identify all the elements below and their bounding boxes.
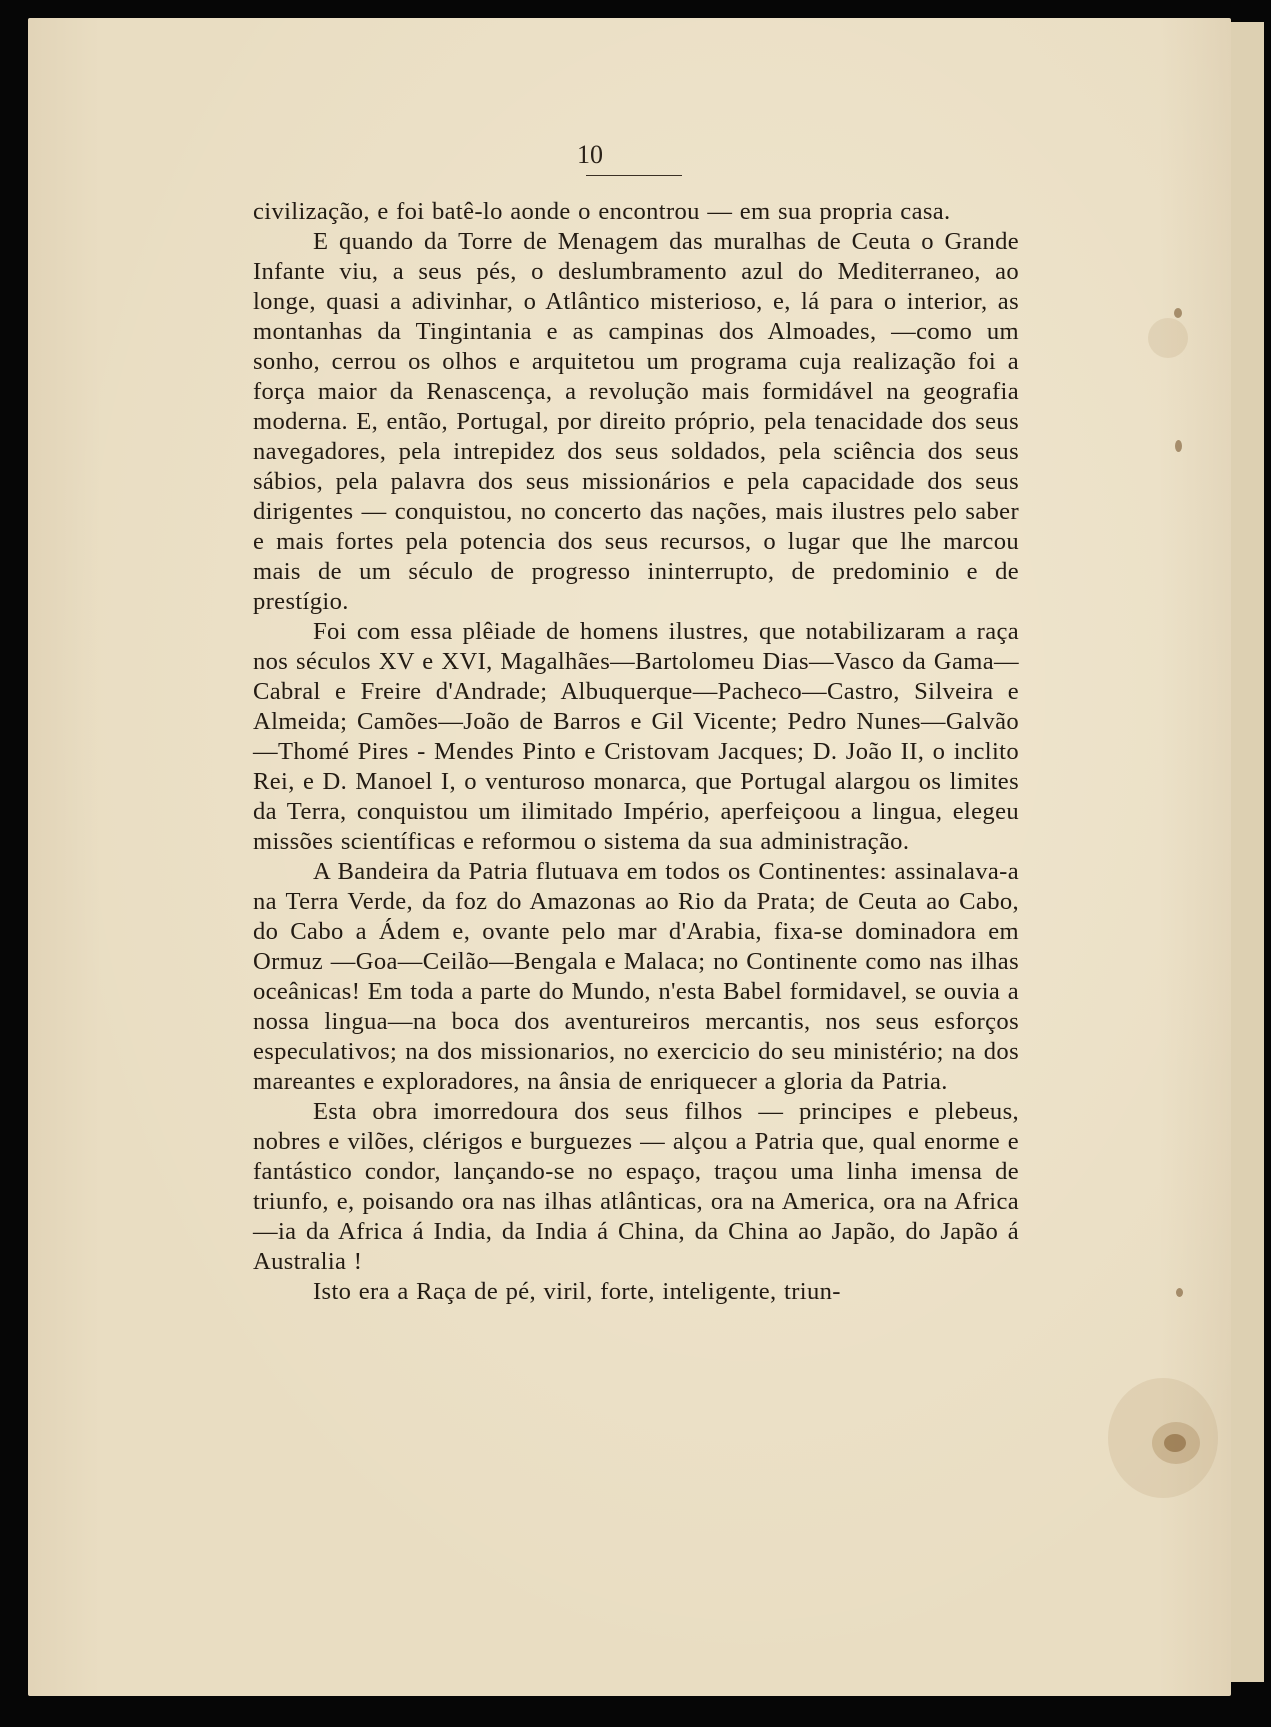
paragraph: E quando da Torre de Menagem das muralhas de Ceuta o Grande Infante viu, a seus pés, o deslumbramento azul do Mediterraneo, ao longe, quasi a adivinhar, o Atlântico misterioso, e, lá para o interior, as montanhas da Tingintania e as campinas dos Almoades, —como um sonho, cerrou os olhos e arquitetou um programa cuja realização foi a força maior da Renascença, a revolução mais formidável na geografia moderna. E, então, Portugal, por direito próprio, pela tenacidade dos seus navegadores, pela intrepidez dos seus soldados, pela sciência dos seus sábios, pela palavra dos seus missionários e pela capacidade dos seus dirigentes — conquistou, no concerto das nações, mais ilustres pelo saber e mais fortes pela potencia dos seus recursos, o lugar que lhe marcou mais de um século de progresso ininterrupto, de predominio e de prestígio. — [253, 228, 1019, 615]
foxing-spot — [1174, 308, 1182, 318]
body-text — [253, 197, 1019, 1307]
paragraph: Foi com essa plêiade de homens ilustres, que notabilizaram a raça nos séculos XV e XVI, Magalhães—Bartolomeu Dias—Vasco da Gama—Cabral e Freire d'Andrade; Albuquerque—Pacheco—Castro, Silveira e Almeida; Camões—João de Barros e Gil Vicente; Pedro Nunes—Galvão —Thomé Pires - Mendes Pinto e Cristovam Jacques; D. João II, o inclito Rei, e D. Manoel I, o venturoso monarca, que Portugal alargou os limites da Terra, conquistou um ilimitado Império, aperfeiçoou a lingua, elegeu missões scientíficas e reformou o sistema da sua administração. — [253, 618, 1019, 855]
foxing-spot — [1108, 1378, 1218, 1498]
foxing-spot — [1176, 1288, 1183, 1297]
paragraph: Esta obra imorredoura dos seus filhos — principes e plebeus, nobres e vilões, clérigos e burguezes — alçou a Patria que, qual enorme e fantástico condor, lançando-se no espaço, traçou uma linha imensa de triunfo, e, poisando ora nas ilhas atlânticas, ora na America, ora na Africa—ia da Africa á India, da India á China, da China ao Japão, do Japão á Australia ! — [253, 1098, 1019, 1275]
foxing-spot — [1175, 440, 1182, 452]
paragraph: civilização, e foi batê-lo aonde o encontrou — em sua propria casa. — [253, 198, 951, 225]
paragraph: A Bandeira da Patria flutuava em todos os Continentes: assinalava-a na Terra Verde, da foz do Amazonas ao Rio da Prata; de Ceuta ao Cabo, do Cabo a Ádem e, ovante pelo mar d'Arabia, fixa-se dominadora em Ormuz —Goa—Ceilão—Bengala e Malaca; no Continente como nas ilhas oceânicas! Em toda a parte do Mundo, n'esta Babel formidavel, se ouvia a nossa lingua—na boca dos aventureiros mercantis, nos seus esforços especulativos; na dos missionarios, no exercicio do seu ministério; na dos mareantes e exploradores, na ânsia de enriquecer a gloria da Patria. — [253, 858, 1019, 1095]
page-number-rule — [586, 175, 682, 176]
page-number: 10 — [577, 140, 603, 169]
foxing-spot — [1148, 318, 1188, 358]
paragraph: Isto era a Raça de pé, viril, forte, inteligente, triun- — [313, 1278, 841, 1305]
